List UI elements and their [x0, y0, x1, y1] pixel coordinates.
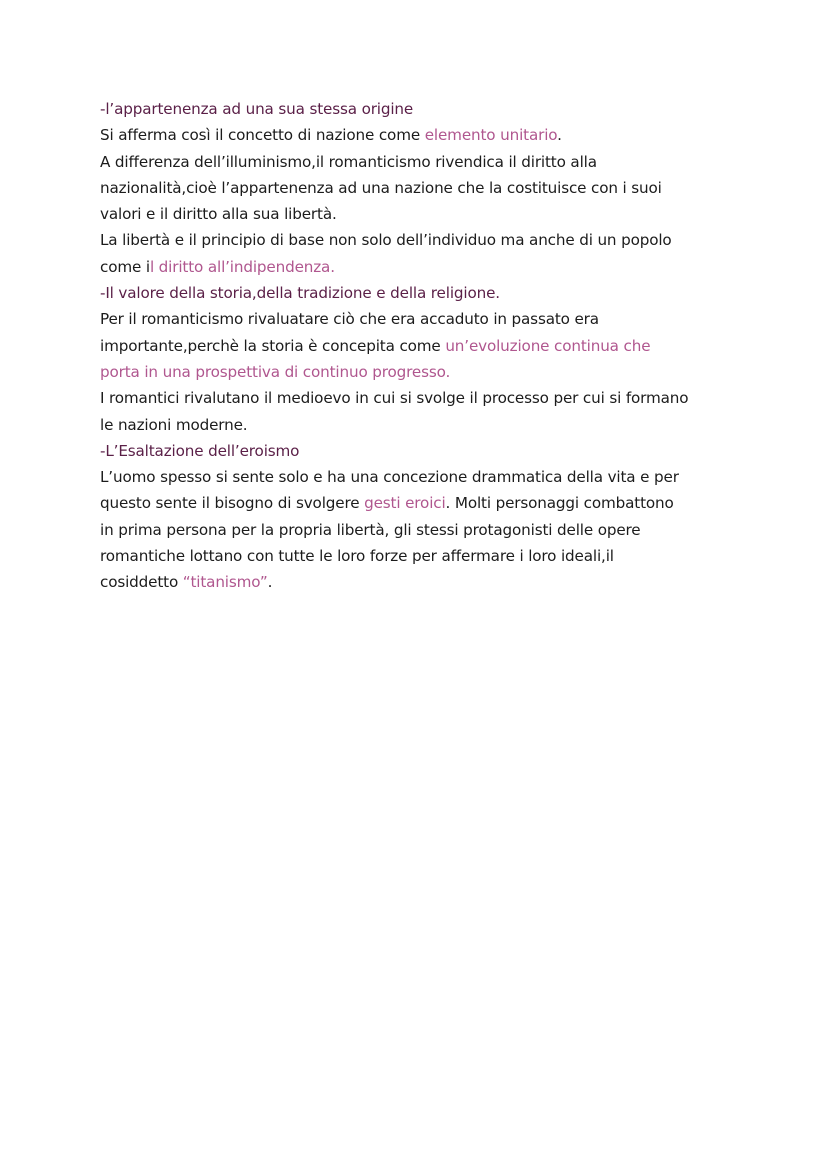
highlight-titanismo: “titanismo” — [182, 573, 268, 592]
paragraph-freedom-line-2 — [100, 254, 740, 280]
paragraph-medieval-line-1: I romantici rivalutano il medioevo in cui si svolge il processo per cui si formano — [100, 389, 689, 408]
heading-history: -Il valore della storia,della tradizione e della religione. — [100, 284, 500, 303]
paragraph-heroism-line-1: L’uomo spesso si sente solo e ha una concezione drammatica della vita e per — [100, 468, 679, 487]
paragraph-freedom-line-1: La libertà e il principio di base non solo dell’individuo ma anche di un popolo — [100, 231, 672, 250]
text-segment: . — [267, 573, 273, 592]
heading-origin: -l’appartenenza ad una sua stessa origine — [100, 100, 414, 118]
paragraph-nation-line-1 — [100, 122, 740, 148]
text-segment: come i — [100, 257, 150, 276]
paragraph-history-line-2 — [100, 333, 740, 359]
highlight-gesti-eroici: gesti eroici — [364, 494, 446, 513]
text-segment: Si afferma così il concetto di nazione come — [100, 126, 425, 145]
handwritten-notes — [100, 96, 740, 596]
highlight-progresso: porta in una prospettiva di continuo progresso. — [100, 362, 451, 381]
paragraph-medieval-line-2: le nazioni moderne. — [100, 415, 248, 434]
highlight-diritto-indipendenza: l diritto all’indipendenza. — [149, 257, 335, 276]
paragraph-heroism-line-3: in prima persona per la propria libertà, gli stessi protagonisti delle opere — [100, 520, 641, 539]
text-segment: . Molti personaggi combattono — [445, 494, 674, 513]
paragraph-heroism-line-5 — [100, 569, 740, 595]
text-segment: . — [557, 126, 562, 145]
highlight-elemento-unitario: elemento unitario — [424, 126, 558, 145]
paragraph-heroism-line-4: romantiche lottano con tutte le loro forze per affermare i loro ideali,il — [100, 547, 614, 566]
paragraph-history-line-1: Per il romanticismo rivaluatare ciò che era accaduto in passato era — [100, 310, 599, 329]
highlight-evoluzione-continua: un’evoluzione continua che — [445, 336, 651, 355]
paragraph-illuminism-line-1: A differenza dell’illuminismo,il romanticismo rivendica il diritto alla — [100, 152, 597, 171]
paragraph-heroism-line-2 — [100, 490, 740, 516]
heading-heroism: -L’Esaltazione dell’eroismo — [100, 441, 300, 460]
text-segment: questo sente il bisogno di svolgere — [100, 494, 365, 513]
paragraph-illuminism-line-3: valori e il diritto alla sua libertà. — [100, 205, 337, 224]
text-segment: cosiddetto — [100, 573, 183, 592]
text-segment: importante,perchè la storia è concepita come — [100, 336, 446, 355]
paragraph-illuminism-line-2: nazionalità,cioè l’appartenenza ad una nazione che la costituisce con i suoi — [100, 178, 662, 197]
